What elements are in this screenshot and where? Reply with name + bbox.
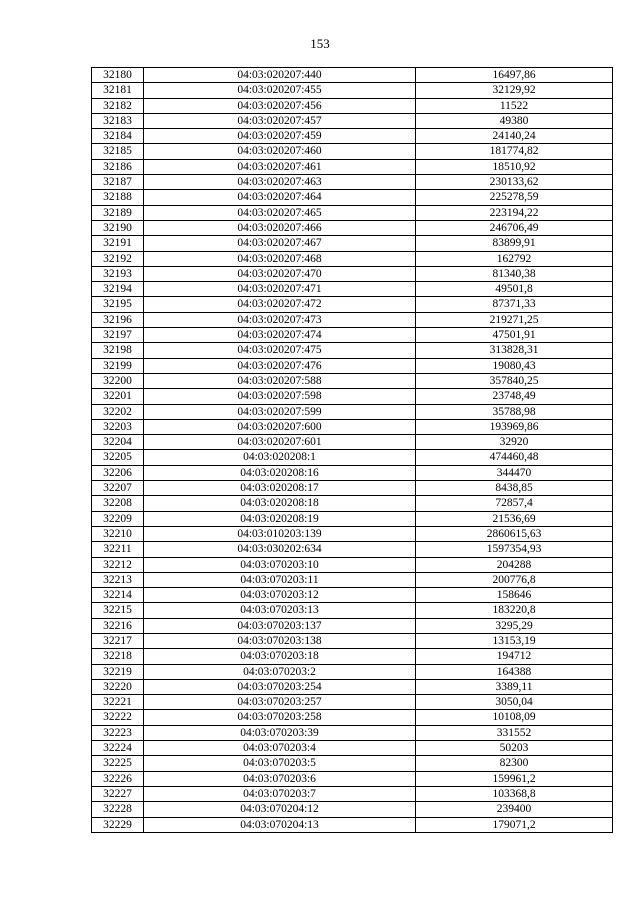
table-row — [92, 710, 613, 725]
value-cell: 35788,98 — [416, 404, 613, 419]
table-row — [92, 404, 613, 419]
table-row — [92, 756, 613, 771]
table-row — [92, 802, 613, 817]
registry-table-body — [92, 68, 613, 833]
cadastral-number-cell: 04:03:070203:258 — [144, 710, 416, 725]
table-row — [92, 496, 613, 511]
value-cell: 357840,25 — [416, 373, 613, 388]
cadastral-number-cell: 04:03:070203:11 — [144, 572, 416, 587]
cadastral-number-cell: 04:03:020207:465 — [144, 205, 416, 220]
table-row — [92, 68, 613, 83]
row-number-cell: 32208 — [92, 496, 144, 511]
table-row — [92, 282, 613, 297]
cadastral-number-cell: 04:03:020207:464 — [144, 190, 416, 205]
value-cell: 103368,8 — [416, 786, 613, 801]
registry-table — [91, 67, 613, 833]
cadastral-number-cell: 04:03:020207:476 — [144, 358, 416, 373]
table-row — [92, 725, 613, 740]
value-cell: 239400 — [416, 802, 613, 817]
table-row — [92, 297, 613, 312]
row-number-cell: 32224 — [92, 741, 144, 756]
value-cell: 219271,25 — [416, 312, 613, 327]
cadastral-number-cell: 04:03:020208:16 — [144, 465, 416, 480]
value-cell: 3050,04 — [416, 695, 613, 710]
table-row — [92, 343, 613, 358]
cadastral-number-cell: 04:03:070203:10 — [144, 557, 416, 572]
table-row — [92, 312, 613, 327]
cadastral-number-cell: 04:03:020207:473 — [144, 312, 416, 327]
table-row — [92, 481, 613, 496]
value-cell: 50203 — [416, 741, 613, 756]
value-cell: 181774,82 — [416, 144, 613, 159]
cadastral-number-cell: 04:03:070204:13 — [144, 817, 416, 832]
value-cell: 87371,33 — [416, 297, 613, 312]
cadastral-number-cell: 04:03:070203:257 — [144, 695, 416, 710]
value-cell: 81340,38 — [416, 266, 613, 281]
value-cell: 10108,09 — [416, 710, 613, 725]
value-cell: 162792 — [416, 251, 613, 266]
cadastral-number-cell: 04:03:020207:457 — [144, 113, 416, 128]
value-cell: 474460,48 — [416, 450, 613, 465]
cadastral-number-cell: 04:03:020208:17 — [144, 481, 416, 496]
value-cell: 204288 — [416, 557, 613, 572]
row-number-cell: 32218 — [92, 649, 144, 664]
value-cell: 194712 — [416, 649, 613, 664]
table-row — [92, 419, 613, 434]
table-row — [92, 159, 613, 174]
row-number-cell: 32184 — [92, 129, 144, 144]
row-number-cell: 32204 — [92, 435, 144, 450]
value-cell: 193969,86 — [416, 419, 613, 434]
table-row — [92, 649, 613, 664]
cadastral-number-cell: 04:03:070203:18 — [144, 649, 416, 664]
row-number-cell: 32182 — [92, 98, 144, 113]
value-cell: 3295,29 — [416, 618, 613, 633]
cadastral-number-cell: 04:03:070203:5 — [144, 756, 416, 771]
table-row — [92, 664, 613, 679]
table-row — [92, 741, 613, 756]
table-row — [92, 557, 613, 572]
row-number-cell: 32200 — [92, 373, 144, 388]
row-number-cell: 32183 — [92, 113, 144, 128]
table-row — [92, 618, 613, 633]
cadastral-number-cell: 04:03:070203:7 — [144, 786, 416, 801]
cadastral-number-cell: 04:03:020207:470 — [144, 266, 416, 281]
row-number-cell: 32185 — [92, 144, 144, 159]
value-cell: 200776,8 — [416, 572, 613, 587]
cadastral-number-cell: 04:03:020208:1 — [144, 450, 416, 465]
cadastral-number-cell: 04:03:020207:468 — [144, 251, 416, 266]
cadastral-number-cell: 04:03:020207:440 — [144, 68, 416, 83]
row-number-cell: 32213 — [92, 572, 144, 587]
cadastral-number-cell: 04:03:010203:139 — [144, 526, 416, 541]
value-cell: 47501,91 — [416, 328, 613, 343]
row-number-cell: 32225 — [92, 756, 144, 771]
table-row — [92, 542, 613, 557]
row-number-cell: 32219 — [92, 664, 144, 679]
row-number-cell: 32195 — [92, 297, 144, 312]
table-row — [92, 144, 613, 159]
cadastral-number-cell: 04:03:020207:459 — [144, 129, 416, 144]
value-cell: 344470 — [416, 465, 613, 480]
table-row — [92, 695, 613, 710]
table-row — [92, 450, 613, 465]
row-number-cell: 32193 — [92, 266, 144, 281]
value-cell: 32129,92 — [416, 83, 613, 98]
value-cell: 19080,43 — [416, 358, 613, 373]
row-number-cell: 32187 — [92, 175, 144, 190]
cadastral-number-cell: 04:03:070203:138 — [144, 633, 416, 648]
row-number-cell: 32181 — [92, 83, 144, 98]
value-cell: 183220,8 — [416, 603, 613, 618]
value-cell: 21536,69 — [416, 511, 613, 526]
cadastral-number-cell: 04:03:020207:460 — [144, 144, 416, 159]
row-number-cell: 32206 — [92, 465, 144, 480]
cadastral-number-cell: 04:03:020207:601 — [144, 435, 416, 450]
row-number-cell: 32211 — [92, 542, 144, 557]
table-row — [92, 603, 613, 618]
cadastral-number-cell: 04:03:020207:466 — [144, 220, 416, 235]
table-row — [92, 83, 613, 98]
value-cell: 18510,92 — [416, 159, 613, 174]
table-row — [92, 389, 613, 404]
row-number-cell: 32191 — [92, 236, 144, 251]
cadastral-number-cell: 04:03:020207:588 — [144, 373, 416, 388]
row-number-cell: 32207 — [92, 481, 144, 496]
value-cell: 230133,62 — [416, 175, 613, 190]
table-row — [92, 236, 613, 251]
value-cell: 223194,22 — [416, 205, 613, 220]
value-cell: 1597354,93 — [416, 542, 613, 557]
cadastral-number-cell: 04:03:070203:6 — [144, 771, 416, 786]
cadastral-number-cell: 04:03:070203:12 — [144, 588, 416, 603]
value-cell: 158646 — [416, 588, 613, 603]
row-number-cell: 32209 — [92, 511, 144, 526]
cadastral-number-cell: 04:03:020208:18 — [144, 496, 416, 511]
value-cell: 246706,49 — [416, 220, 613, 235]
row-number-cell: 32186 — [92, 159, 144, 174]
row-number-cell: 32215 — [92, 603, 144, 618]
row-number-cell: 32203 — [92, 419, 144, 434]
row-number-cell: 32198 — [92, 343, 144, 358]
table-row — [92, 435, 613, 450]
value-cell: 164388 — [416, 664, 613, 679]
table-row — [92, 786, 613, 801]
cadastral-number-cell: 04:03:020207:467 — [144, 236, 416, 251]
table-row — [92, 679, 613, 694]
table-row — [92, 373, 613, 388]
row-number-cell: 32221 — [92, 695, 144, 710]
cadastral-number-cell: 04:03:070203:137 — [144, 618, 416, 633]
value-cell: 2860615,63 — [416, 526, 613, 541]
cadastral-number-cell: 04:03:020207:456 — [144, 98, 416, 113]
value-cell: 82300 — [416, 756, 613, 771]
row-number-cell: 32217 — [92, 633, 144, 648]
row-number-cell: 32190 — [92, 220, 144, 235]
table-row — [92, 129, 613, 144]
row-number-cell: 32216 — [92, 618, 144, 633]
cadastral-number-cell: 04:03:020207:455 — [144, 83, 416, 98]
table-row — [92, 205, 613, 220]
row-number-cell: 32180 — [92, 68, 144, 83]
cadastral-number-cell: 04:03:070203:254 — [144, 679, 416, 694]
value-cell: 11522 — [416, 98, 613, 113]
cadastral-number-cell: 04:03:070203:13 — [144, 603, 416, 618]
table-row — [92, 465, 613, 480]
row-number-cell: 32197 — [92, 328, 144, 343]
value-cell: 24140,24 — [416, 129, 613, 144]
cadastral-number-cell: 04:03:020207:461 — [144, 159, 416, 174]
row-number-cell: 32205 — [92, 450, 144, 465]
cadastral-number-cell: 04:03:020207:475 — [144, 343, 416, 358]
table-row — [92, 588, 613, 603]
cadastral-number-cell: 04:03:020207:463 — [144, 175, 416, 190]
value-cell: 16497,86 — [416, 68, 613, 83]
value-cell: 83899,91 — [416, 236, 613, 251]
row-number-cell: 32202 — [92, 404, 144, 419]
cadastral-number-cell: 04:03:020208:19 — [144, 511, 416, 526]
value-cell: 49380 — [416, 113, 613, 128]
cadastral-number-cell: 04:03:070203:2 — [144, 664, 416, 679]
value-cell: 313828,31 — [416, 343, 613, 358]
value-cell: 13153,19 — [416, 633, 613, 648]
row-number-cell: 32196 — [92, 312, 144, 327]
row-number-cell: 32214 — [92, 588, 144, 603]
row-number-cell: 32189 — [92, 205, 144, 220]
table-row — [92, 220, 613, 235]
table-row — [92, 175, 613, 190]
row-number-cell: 32201 — [92, 389, 144, 404]
table-row — [92, 771, 613, 786]
row-number-cell: 32222 — [92, 710, 144, 725]
table-row — [92, 98, 613, 113]
value-cell: 8438,85 — [416, 481, 613, 496]
row-number-cell: 32229 — [92, 817, 144, 832]
value-cell: 225278,59 — [416, 190, 613, 205]
table-row — [92, 572, 613, 587]
row-number-cell: 32194 — [92, 282, 144, 297]
value-cell: 49501,8 — [416, 282, 613, 297]
table-row — [92, 113, 613, 128]
value-cell: 331552 — [416, 725, 613, 740]
table-row — [92, 511, 613, 526]
table-row — [92, 266, 613, 281]
value-cell: 72857,4 — [416, 496, 613, 511]
page-number: 153 — [310, 36, 330, 51]
cadastral-number-cell: 04:03:070203:4 — [144, 741, 416, 756]
value-cell: 159961,2 — [416, 771, 613, 786]
cadastral-number-cell: 04:03:070204:12 — [144, 802, 416, 817]
table-row — [92, 633, 613, 648]
cadastral-number-cell: 04:03:020207:471 — [144, 282, 416, 297]
table-row — [92, 251, 613, 266]
row-number-cell: 32212 — [92, 557, 144, 572]
row-number-cell: 32223 — [92, 725, 144, 740]
table-row — [92, 328, 613, 343]
cadastral-number-cell: 04:03:020207:472 — [144, 297, 416, 312]
table-row — [92, 526, 613, 541]
cadastral-number-cell: 04:03:020207:599 — [144, 404, 416, 419]
cadastral-number-cell: 04:03:020207:600 — [144, 419, 416, 434]
cadastral-number-cell: 04:03:030202:634 — [144, 542, 416, 557]
row-number-cell: 32210 — [92, 526, 144, 541]
row-number-cell: 32199 — [92, 358, 144, 373]
table-row — [92, 358, 613, 373]
value-cell: 32920 — [416, 435, 613, 450]
table-row — [92, 817, 613, 832]
row-number-cell: 32192 — [92, 251, 144, 266]
row-number-cell: 32188 — [92, 190, 144, 205]
cadastral-number-cell: 04:03:020207:474 — [144, 328, 416, 343]
table-row — [92, 190, 613, 205]
row-number-cell: 32226 — [92, 771, 144, 786]
row-number-cell: 32228 — [92, 802, 144, 817]
value-cell: 23748,49 — [416, 389, 613, 404]
row-number-cell: 32220 — [92, 679, 144, 694]
cadastral-number-cell: 04:03:070203:39 — [144, 725, 416, 740]
value-cell: 179071,2 — [416, 817, 613, 832]
row-number-cell: 32227 — [92, 786, 144, 801]
value-cell: 3389,11 — [416, 679, 613, 694]
cadastral-number-cell: 04:03:020207:598 — [144, 389, 416, 404]
